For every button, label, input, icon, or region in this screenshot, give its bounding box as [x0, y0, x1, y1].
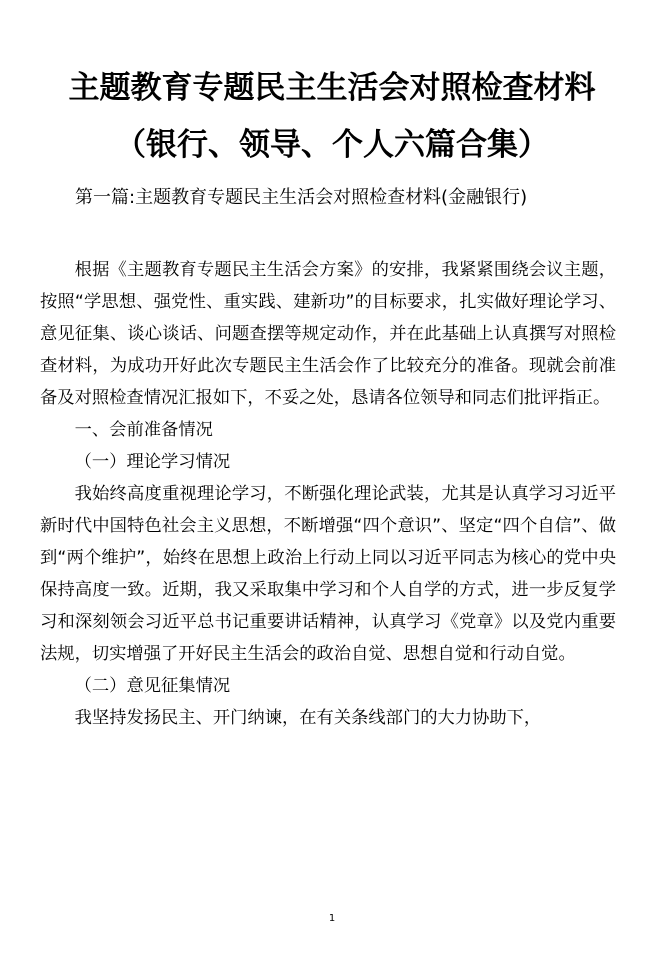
- subsection-heading-theory-study: （一）理论学习情况: [74, 452, 231, 472]
- section-heading-1: 一、会前准备情况: [74, 420, 213, 440]
- document-title-collection: （银行、领导、个人六篇合集）: [115, 127, 549, 163]
- paragraph-opinion-collection: 我坚持发扬民主、开门纳谏，在有关条线部门的大力协助下，: [74, 708, 542, 728]
- section-subtitle: 第一篇:主题教育专题民主生活会对照检查材料(金融银行): [75, 187, 528, 208]
- paragraph-intro: 根据《主题教育专题民主生活会方案》的安排，我紧紧围绕会议主题，按照“学思想、强党性、重实践、建新功”的目标要求，扎实做好理论学习、意见征集、谈心谈话、问题查摆等规定动作，并在此基础上认真撰写对照检查材料，为成功开好此次专题民主生活会作了比较充分的准备。现就会前准备及对照检查情况汇报如下，不妥之处，恳请各位领导和同志们批评指正。: [40, 260, 616, 408]
- paragraph-theory-study: 我始终高度重视理论学习，不断强化理论武装，尤其是认真学习习近平新时代中国特色社会主义思想，不断增强“四个意识”、坚定“四个自信”、做到“两个维护”，始终在思想上政治上行动上同以习近平同志为核心的党中央保持高度一致。近期，我又采取集中学习和个人自学的方式，进一步反复学习和深刻领会习近平总书记重要讲话精神，认真学习《党章》以及党内重要法规，切实增强了开好民主生活会的政治自觉、思想自觉和行动自觉。: [40, 484, 616, 664]
- document-title: 主题教育专题民主生活会对照检查材料: [68, 70, 596, 106]
- subsection-heading-opinion-collection: （二）意见征集情况: [74, 676, 231, 696]
- document-body: [40, 254, 616, 734]
- page-number: 1: [328, 913, 336, 924]
